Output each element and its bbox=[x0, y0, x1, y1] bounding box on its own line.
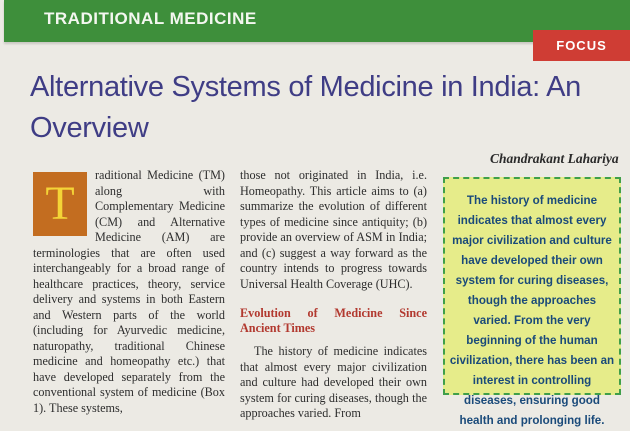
subheading: Evolution of Medicine Since Ancient Times bbox=[240, 306, 427, 335]
column-2-intro: those not originated in India, i.e. Homeopathy. This article aims to (a) summarize the evolution of different types of medicine since antiquity; (b) provide an overview of ASM in India; and (c) suggest a way forward as the country intends to progress towards Universal Health Coverage (UHC). bbox=[240, 168, 427, 291]
column-2-body: The history of medicine indicates that almost every major civilization and culture had developed their own system for curing diseases, though the approaches varied. From bbox=[240, 344, 427, 420]
article-title: Alternative Systems of Medicine in India: An Overview bbox=[30, 71, 581, 144]
body-column-1 bbox=[33, 168, 225, 416]
author-byline: Chandrakant Lahariya bbox=[490, 151, 619, 166]
section-label: TRADITIONAL MEDICINE bbox=[44, 9, 257, 28]
drop-cap: T bbox=[33, 172, 87, 236]
focus-tab: FOCUS bbox=[533, 30, 630, 61]
pullquote-box bbox=[443, 177, 621, 427]
column-1-text: raditional Medicine (TM) along with Complementary Medicine (CM) and Alternative Medicine (AM) are terminologies that are often used interchangeably for a broad range of healthcare practices, theory, service delivery and systems in both Eastern and Western parts of the world (including for Ayurvedic medicine, naturopathy, traditional Chinese medicine and homeopathy etc.) that have developed separately from the conventional system of medicine (Box 1). These systems, bbox=[33, 168, 225, 415]
body-column-2 bbox=[240, 168, 427, 422]
pullquote-text: The history of medicine indicates that almost every major civilization and culture have developed their own system for curing diseases, though the approaches varied. From the very beginning of the human civilization, there has been an interest in controlling diseases, ensuring good health and prolonging life. bbox=[449, 194, 615, 427]
